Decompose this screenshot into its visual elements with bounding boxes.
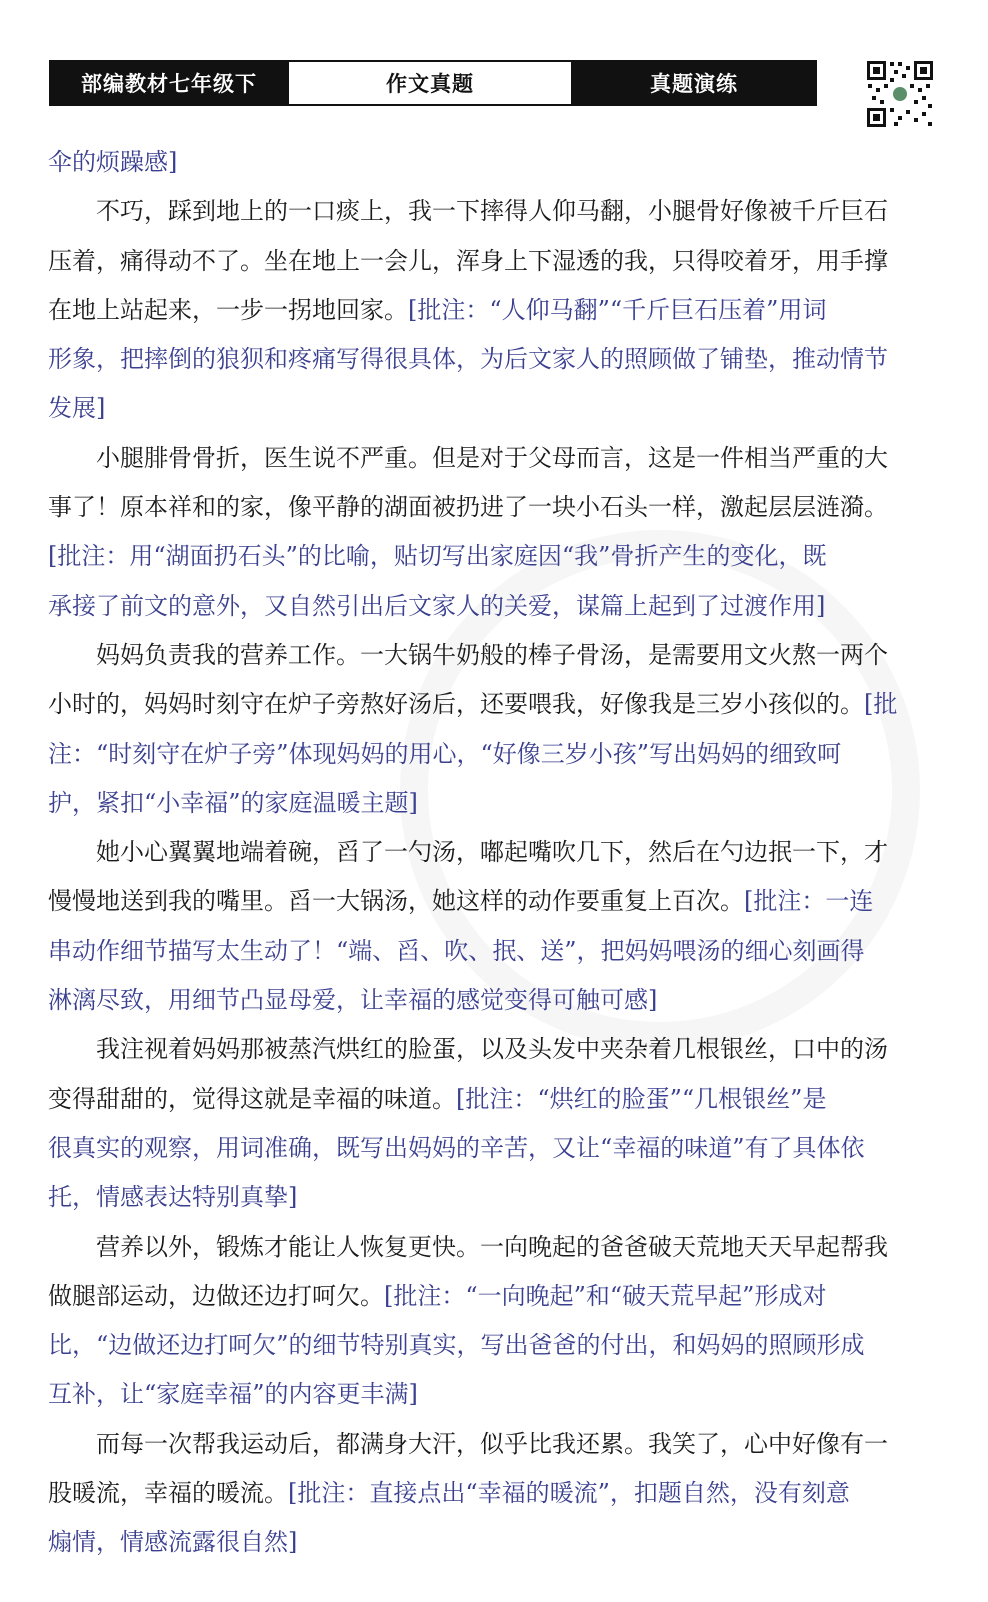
text-line (48, 1518, 944, 1567)
essay-text: 做腿部运动，边做还边打呵欠。 (48, 1281, 384, 1310)
annotation-text: 托，情感表达特别真挚] (48, 1183, 298, 1212)
annotation-text: 承接了前文的意外，又自然引出后文家人的关爱，谋篇上起到了过渡作用] (48, 591, 826, 620)
header-practice-label: 真题演练 (573, 62, 815, 104)
text-line (48, 286, 944, 335)
essay-body (48, 138, 944, 1568)
text-line (48, 976, 944, 1025)
text-line (48, 1124, 944, 1173)
text-line (48, 335, 944, 384)
essay-text: 在地上站起来，一步一拐地回家。 (48, 295, 408, 324)
text-line (48, 1321, 944, 1370)
annotation-text: 护，紧扣“小幸福”的家庭温暖主题] (48, 788, 418, 817)
header-bar (49, 60, 817, 106)
text-line (48, 1075, 944, 1124)
text-line (48, 1469, 944, 1518)
annotation-text: 伞的烦躁感] (48, 148, 178, 176)
annotation-text: [批注：一连 (744, 887, 874, 916)
text-line (48, 1420, 944, 1469)
text-line (48, 1025, 944, 1074)
text-line (48, 631, 944, 680)
essay-text: 变得甜甜的，觉得这就是幸福的味道。 (48, 1084, 456, 1113)
header-section-label: 作文真题 (287, 62, 573, 104)
annotation-text: [批 (864, 690, 898, 719)
qr-code-icon (866, 60, 934, 128)
essay-text: 小时的，妈妈时刻守在炉子旁熬好汤后，还要喂我，好像我是三岁小孩似的。 (48, 690, 864, 719)
essay-text: 营养以外，锻炼才能让人恢复更快。一向晚起的爸爸破天荒地天天早起帮我 (96, 1232, 888, 1261)
annotation-text: [批注：“烘红的脸蛋”“几根银丝”是 (456, 1084, 827, 1113)
essay-text: 我注视着妈妈那被蒸汽烘红的脸蛋，以及头发中夹杂着几根银丝，口中的汤 (96, 1035, 888, 1064)
annotation-text: [批注：“一向晚起”和“破天荒早起”形成对 (384, 1281, 827, 1310)
text-line (48, 779, 944, 828)
text-line (48, 730, 944, 779)
essay-text: 股暖流，幸福的暖流。 (48, 1479, 288, 1508)
annotation-text: 发展] (48, 394, 106, 423)
text-line (48, 877, 944, 926)
text-line (48, 187, 944, 236)
text-line (48, 483, 944, 532)
annotation-text: 形象，把摔倒的狼狈和疼痛写得很具体，为后文家人的照顾做了铺垫，推动情节 (48, 345, 888, 374)
annotation-text: [批注：“人仰马翻”“千斤巨石压着”用词 (408, 295, 827, 324)
annotation-text: [批注：直接点出“幸福的暖流”，扣题自然，没有刻意 (288, 1479, 850, 1508)
essay-text: 压着，痛得动不了。坐在地上一会儿，浑身上下湿透的我，只得咬着牙，用手撑 (48, 246, 888, 275)
header-textbook-label: 部编教材七年级下 (51, 62, 287, 104)
essay-text: 而每一次帮我运动后，都满身大汗，似乎比我还累。我笑了，心中好像有一 (96, 1429, 888, 1458)
text-line (48, 384, 944, 433)
text-line (48, 1370, 944, 1419)
text-line (48, 434, 944, 483)
annotation-text: 比，“边做还边打呵欠”的细节特别真实，写出爸爸的付出，和妈妈的照顾形成 (48, 1331, 865, 1360)
text-line (48, 532, 944, 581)
annotation-text: 煽情，情感流露很自然] (48, 1528, 298, 1557)
essay-text: 她小心翼翼地端着碗，舀了一勺汤，嘟起嘴吹几下，然后在勺边抿一下，才 (96, 838, 888, 867)
text-line (48, 680, 944, 729)
text-line (48, 138, 944, 187)
annotation-text: 很真实的观察，用词准确，既写出妈妈的辛苦，又让“幸福的味道”有了具体依 (48, 1133, 865, 1162)
text-line (48, 582, 944, 631)
annotation-text: 注：“时刻守在炉子旁”体现妈妈的用心，“好像三岁小孩”写出妈妈的细致呵 (48, 739, 842, 768)
annotation-text: 淋漓尽致，用细节凸显母爱，让幸福的感觉变得可触可感] (48, 986, 658, 1015)
annotation-text: [批注：用“湖面扔石头”的比喻，贴切写出家庭因“我”骨折产生的变化，既 (48, 542, 827, 571)
text-line (48, 1223, 944, 1272)
annotation-text: 串动作细节描写太生动了！“端、舀、吹、抿、送”，把妈妈喂汤的细心刻画得 (48, 936, 865, 965)
annotation-text: 互补，让“家庭幸福”的内容更丰满] (48, 1380, 418, 1409)
essay-text: 小腿腓骨骨折，医生说不严重。但是对于父母而言，这是一件相当严重的大 (96, 443, 888, 472)
text-line (48, 828, 944, 877)
essay-text: 不巧，踩到地上的一口痰上，我一下摔得人仰马翻，小腿骨好像被千斤巨石 (96, 197, 888, 226)
text-line (48, 927, 944, 976)
text-line (48, 1173, 944, 1222)
essay-text: 妈妈负责我的营养工作。一大锅牛奶般的棒子骨汤，是需要用文火熬一两个 (96, 640, 888, 669)
essay-text: 事了！原本祥和的家，像平静的湖面被扔进了一块小石头一样，激起层层涟漪。 (48, 493, 888, 522)
essay-text: 慢慢地送到我的嘴里。舀一大锅汤，她这样的动作要重复上百次。 (48, 887, 744, 916)
text-line (48, 237, 944, 286)
text-line (48, 1272, 944, 1321)
